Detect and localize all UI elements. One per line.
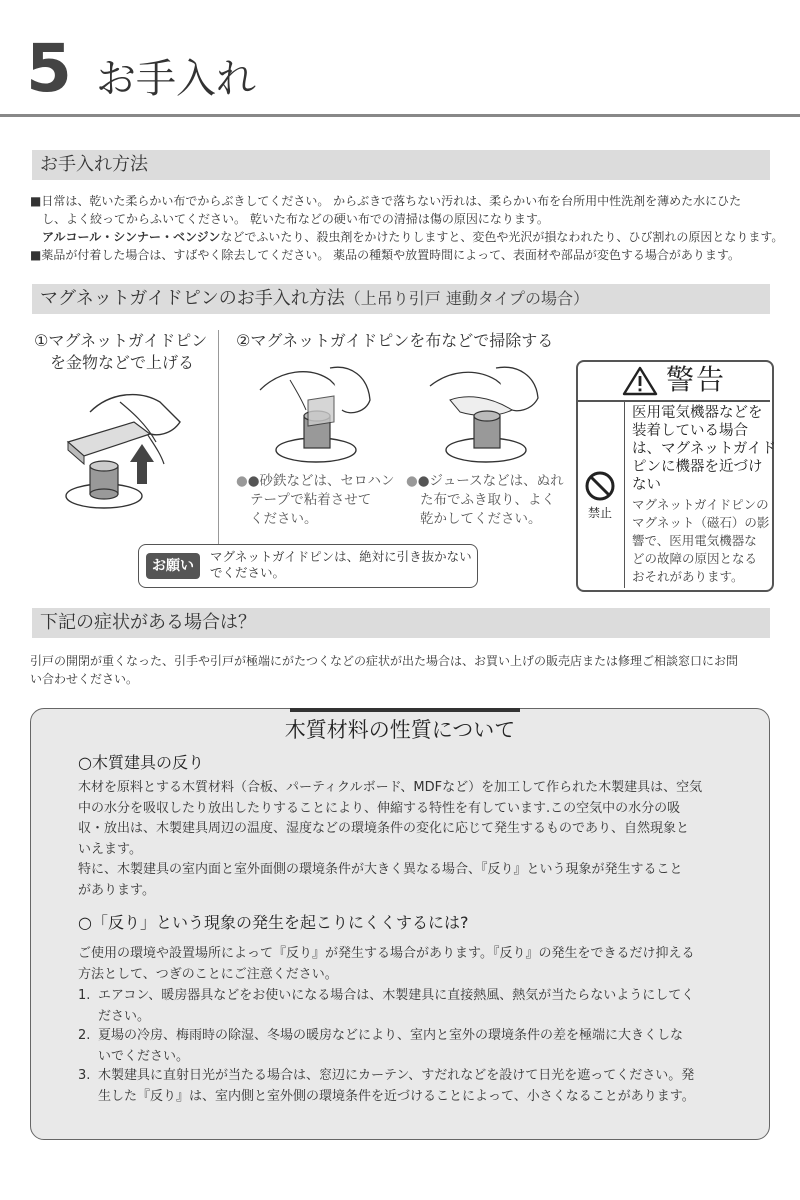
warning-main-text xyxy=(632,404,776,494)
info-item3-line-1: 木製建具に直射日光が当たる場合は、窓辺にカーテン、すだれなどを設けて日光を遮ってください。発 xyxy=(98,1068,695,1083)
lift-pin-illustration xyxy=(60,372,210,532)
step1-line-1: ①マグネットガイドピン xyxy=(34,331,208,350)
warning-triangle-icon xyxy=(622,366,658,396)
info-list-item xyxy=(78,986,758,1027)
note-tape-line-2: テープで粘着させて xyxy=(250,492,372,508)
step1-label xyxy=(34,330,224,374)
care-line-2: し、よく絞ってからふいてください。 乾いた布などの硬い布での清掃は傷の原因になります。 xyxy=(42,212,549,226)
info-p3-line-2: 方法として、つぎのことにご注意ください。 xyxy=(78,966,338,982)
note-tape-text-1: ●砂鉄などは、セロハン xyxy=(247,473,395,489)
solvent-warning-bold: アルコール・シンナー・ベンジン xyxy=(42,230,221,244)
magnet-heading-sub: （上吊り引戸 連動タイプの場合） xyxy=(344,289,590,308)
info-paragraph-1 xyxy=(78,778,748,901)
warning-detail-line-1: マグネットガイドピンの xyxy=(632,497,769,512)
info-item3-line-2: 生した『反り』は、室内側と室外側の環境条件を近づけることによって、小さくなることがあります。 xyxy=(98,1088,695,1104)
care-line-4: ■薬品が付着した場合は、すばやく除去してください。 薬品の種類や放置時間によって、表面材や部品が変色する場合があります。 xyxy=(30,248,740,262)
info-list-number: 3. xyxy=(78,1068,91,1083)
note-cloth-line-3: 乾かしてください。 xyxy=(420,511,542,527)
info-title-bar xyxy=(290,708,520,712)
warning-detail-line-2: マグネット（磁石）の影 xyxy=(632,515,770,530)
info-item2-line-2: いでください。 xyxy=(98,1048,190,1064)
warning-column-divider xyxy=(624,400,625,588)
warning-main-line-2: 装着している場合 xyxy=(632,423,748,439)
warning-detail-line-5: おそれがあります。 xyxy=(632,569,744,584)
info-heading-prevent: ○「反り」という現象の発生を起こりにくくするには? xyxy=(78,913,469,932)
info-item2-line-1: 夏場の冷房、梅雨時の除湿、冬場の暖房などにより、室内と室外の環境条件の差を極端に大きくしな xyxy=(98,1028,684,1043)
info-item1-line-1: エアコン、暖房器具などをお使いになる場合は、木製建具に直接熱風、熱気が当たらないようにしてく xyxy=(98,988,695,1003)
note-tape-line-1: ●●砂鉄などは、セロハン xyxy=(236,473,395,489)
cloth-cleaning-illustration xyxy=(420,360,560,470)
request-line-2: でください。 xyxy=(210,565,286,580)
info-title: 木質材料の性質について xyxy=(284,718,516,742)
warning-main-line-5: ない xyxy=(632,477,661,493)
header-divider xyxy=(0,114,800,117)
info-p2-line-1: 特に、木製建具の室内面と室外面側の環境条件が大きく異なる場合、『反り』という現象が発生すること xyxy=(78,862,683,877)
warning-header-divider xyxy=(576,400,770,402)
symptoms-line-2: い合わせください。 xyxy=(30,672,139,686)
care-paragraph xyxy=(30,192,784,264)
section-heading-care-text: お手入れ方法 xyxy=(40,154,148,175)
prohibition-label: 禁止 xyxy=(587,506,612,520)
warning-detail-line-4: どの故障の原因となる xyxy=(632,551,758,566)
info-list-text xyxy=(98,986,694,1027)
step1-line-2: を金物などで上げる xyxy=(50,353,195,372)
info-p2-line-2: があります。 xyxy=(78,882,155,898)
info-heading-warp: ○木質建具の反り xyxy=(78,753,204,772)
step-divider xyxy=(218,330,219,562)
tape-cleaning-illustration xyxy=(250,360,390,470)
info-p1-line-1: 木材を原料とする木質材料（合板、パーティクルボード、MDFなど）を加工して作られた木製建具は、空気 xyxy=(78,780,703,795)
magnet-heading-main: マグネットガイドピンのお手入れ方法 xyxy=(40,288,345,309)
info-list-text xyxy=(98,1066,695,1107)
info-list-number: 1. xyxy=(78,988,91,1003)
note-cloth-line-2: た布でふき取り、よく xyxy=(420,492,555,508)
section-heading-care xyxy=(32,150,770,180)
step2-label: ②マグネットガイドピンを布などで掃除する xyxy=(236,331,554,350)
warning-main-line-4: ピンに機器を近づけ xyxy=(632,459,763,475)
note-tape-line-3: ください。 xyxy=(250,511,318,527)
info-paragraph-3 xyxy=(78,944,748,985)
info-list-text xyxy=(98,1026,683,1067)
info-p1-line-3: 収・放出は、木製建具周辺の温度、湿度などの環境条件の変化に応じて発生するものであり、自然現象と xyxy=(78,821,690,836)
section-heading-magnet xyxy=(32,284,770,314)
note-cloth xyxy=(406,472,564,529)
info-p1-line-2: 中の水分を吸収したり放出したりすることにより、伸縮する特性を有しています.この空気中の水分の吸 xyxy=(78,800,681,816)
prohibition-icon xyxy=(584,470,616,502)
symptoms-paragraph xyxy=(30,652,770,688)
section-heading-symptoms xyxy=(32,608,770,638)
section-heading-magnet-text xyxy=(40,287,589,311)
request-badge: お願い xyxy=(146,553,200,579)
chapter-number: 5 xyxy=(26,30,72,107)
warning-title: 警告 xyxy=(666,363,727,396)
info-list-number: 2. xyxy=(78,1028,91,1043)
chapter-title: お手入れ xyxy=(96,56,256,102)
note-cloth-text-1: ●ジュースなどは、ぬれ xyxy=(417,473,564,489)
note-tape xyxy=(236,472,395,529)
info-list-item xyxy=(78,1026,758,1067)
request-text xyxy=(210,549,472,581)
request-line-1: マグネットガイドピンは、絶対に引き抜かない xyxy=(210,549,472,564)
warning-detail-text xyxy=(632,496,769,586)
info-p3-line-1: ご使用の環境や設置場所によって『反り』が発生する場合があります。『反り』の発生をできるだけ抑える xyxy=(78,946,695,961)
section-heading-symptoms-text: 下記の症状がある場合は？ xyxy=(40,612,256,633)
care-line-3 xyxy=(30,228,784,246)
symptoms-line-1: 引戸の開閉が重くなった、引手や引戸が極端にがたつくなどの症状が出た場合は、お買い上げの販売店または修理ご相談窓口にお問 xyxy=(30,654,739,668)
warning-main-line-3: は、マグネットガイド xyxy=(632,441,776,457)
note-cloth-line-1: ●●ジュースなどは、ぬれ xyxy=(406,473,564,489)
info-list-item xyxy=(78,1066,758,1107)
care-line-1: ■日常は、乾いた柔らかい布でからぶきしてください。 からぶきで落ちない汚れは、柔らかい布を台所用中性洗剤を薄めた水にひた xyxy=(30,194,742,208)
solvent-warning-rest: などでふいたり、殺虫剤をかけたりしますと、変色や光沢が損なわれたり、ひび割れの原因となります。 xyxy=(220,230,784,244)
info-p1-line-4: いえます。 xyxy=(78,841,142,857)
warning-detail-line-3: 響で、医用電気機器な xyxy=(632,533,757,548)
info-item1-line-2: ださい。 xyxy=(98,1008,151,1024)
warning-main-line-1: 医用電気機器などを xyxy=(632,405,763,421)
